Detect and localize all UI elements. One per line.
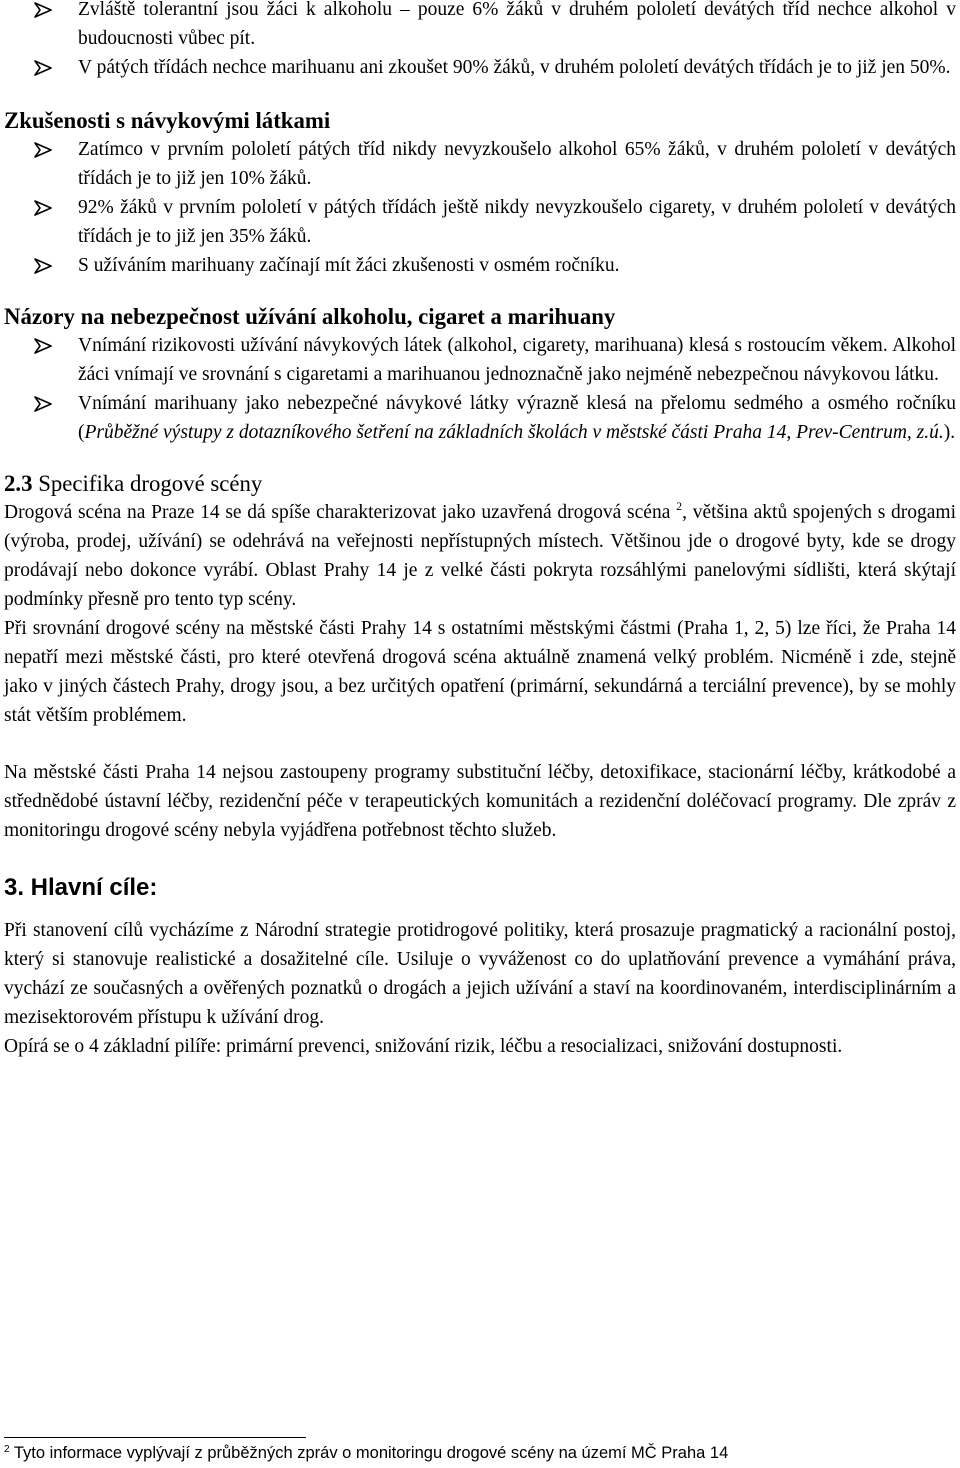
list-item [0, 251, 960, 280]
paragraph-programy: Na městské části Praha 14 nejsou zastoupeny programy substituční léčby, detoxifikace, stacionární léčby, krátkodobé a střednědobé ústavní léčby, rezidenční péče v terapeutických komunitách a rezidenční doléčovací programy. Dle zpráv z monitoringu drogové scény nebyla vyjádřena potřebnost těchto služeb. [4, 762, 956, 841]
list-item-text: Vnímání rizikovosti užívání návykových látek (alkohol, cigarety, marihuana) klesá s rostoucím věkem. Alkohol žáci vnímají ve srovnání s cigaretami a marihuanou jednoznačně jako nejméně nebezpečnou návykovou látku. [78, 335, 956, 385]
arrow-bullet-icon [34, 2, 52, 18]
footnote-divider [4, 1437, 306, 1438]
list-item-text: Zatímco v prvním pololetí pátých tříd nikdy nevyzkoušelo alkohol 65% žáků, v druhém pololetí v devátých třídách je to již jen 10% žáků. [78, 139, 956, 189]
footnote-mark: 2 [4, 1444, 10, 1455]
paragraph-pilire: Opírá se o 4 základní pilíře: primární prevenci, snižování rizik, léčbu a resocializaci, snižování dostupnosti. [4, 1036, 843, 1057]
arrow-bullet-icon [34, 142, 52, 158]
paragraph-drogova-scena [0, 498, 960, 614]
section-title: Specifika drogové scény [32, 471, 263, 496]
list-item-text: V pátých třídách nechce marihuanu ani zkoušet 90% žáků, v druhém pololetí devátých třídách je to již jen 50%. [78, 57, 951, 78]
footnote-reference: 2 [676, 499, 683, 513]
chapter-heading-hlavni-cile: 3. Hlavní cíle: [4, 874, 158, 901]
list-item [0, 53, 960, 82]
citation-source: Průběžné výstupy z dotazníkového šetření na základních školách v městské části Praha 14, Prev-Centrum, z.ú. [84, 422, 944, 443]
section-heading-nazory: Názory na nebezpečnost užívání alkoholu, cigaret a marihuany [4, 304, 616, 329]
arrow-bullet-icon [34, 60, 52, 76]
list-item-text: Vnímání marihuany jako nebezpečné návykové látky výrazně klesá na přelomu sedmého a osmého ročníku ( [78, 393, 956, 443]
arrow-bullet-icon [34, 258, 52, 274]
list-item [0, 193, 960, 251]
list-item [0, 135, 960, 193]
list-item-text: Zvláště tolerantní jsou žáci k alkoholu – pouze 6% žáků v druhém pololetí devátých tříd nechce alkohol v budoucnosti vůbec pít. [78, 0, 956, 49]
paragraph-text: Drogová scéna na Praze 14 se dá spíše charakterizovat jako uzavřená drogová scéna [4, 502, 671, 523]
section-number: 2.3 [4, 471, 33, 496]
arrow-bullet-icon [34, 338, 52, 354]
list-item-text: S užíváním marihuany začínají mít žáci zkušenosti v osmém ročníku. [78, 255, 620, 276]
paragraph-srovnani: Při srovnání drogové scény na městské části Prahy 14 s ostatními městskými částmi (Praha 1, 2, 5) lze říci, že Praha 14 nepatří mezi městské části, pro které otevřená drogová scéna aktuálně znamená velký problém. Nicméně i zde, stejně jako v jiných částech Prahy, drogy jsou, a bez určitých opatření (primární, sekundárná a terciální prevence), by se mohly stát větším problémem. [4, 618, 956, 726]
list-item-text-end: ). [943, 422, 956, 443]
bullet-list-tolerance [0, 0, 960, 82]
footnote [4, 1442, 728, 1464]
bullet-list-nazory [0, 331, 960, 447]
footnote-text: Tyto informace vyplývají z průběžných zpráv o monitoringu drogové scény na území MČ Praha 14 [9, 1444, 729, 1462]
section-heading-zkusenosti: Zkušenosti s návykovými látkami [4, 108, 331, 133]
list-item [0, 0, 960, 53]
arrow-bullet-icon [34, 396, 52, 412]
arrow-bullet-icon [34, 200, 52, 216]
section-heading-2-3 [0, 469, 960, 498]
list-item-text: 92% žáků v prvním pololetí v pátých třídách ještě nikdy nevyzkoušelo cigarety, v druhém pololetí v devátých třídách je to již jen 35% žáků. [78, 197, 956, 247]
bullet-list-zkusenosti [0, 135, 960, 280]
paragraph-strategie: Při stanovení cílů vycházíme z Národní strategie protidrogové politiky, která prosazuje pragmatický a racionální postoj, který si stanovuje realistické a dosažitelné cíle. Usiluje o vyváženost co do uplatňování prevence a vymáhání práva, vychází ze současných a ověřených poznatků o drogách a jejich užívání a staví na koordinovaném, interdisciplinárním a mezisektorovém přístupu k užívání drog. [4, 920, 956, 1028]
list-item [0, 389, 960, 447]
list-item [0, 331, 960, 389]
paragraph-text: , většina aktů spojených s drogami (výroba, prodej, užívání) se odehrává na veřejnosti nepřístupných místech. Většinou jde o drogové byty, kde se drogy prodávají nebo dokonce vyrábí. Oblast Prahy 14 je z velké části pokryta rozsáhlými panelovými sídlišti, která skýtají podmínky přesně pro tento typ scény. [4, 502, 957, 610]
